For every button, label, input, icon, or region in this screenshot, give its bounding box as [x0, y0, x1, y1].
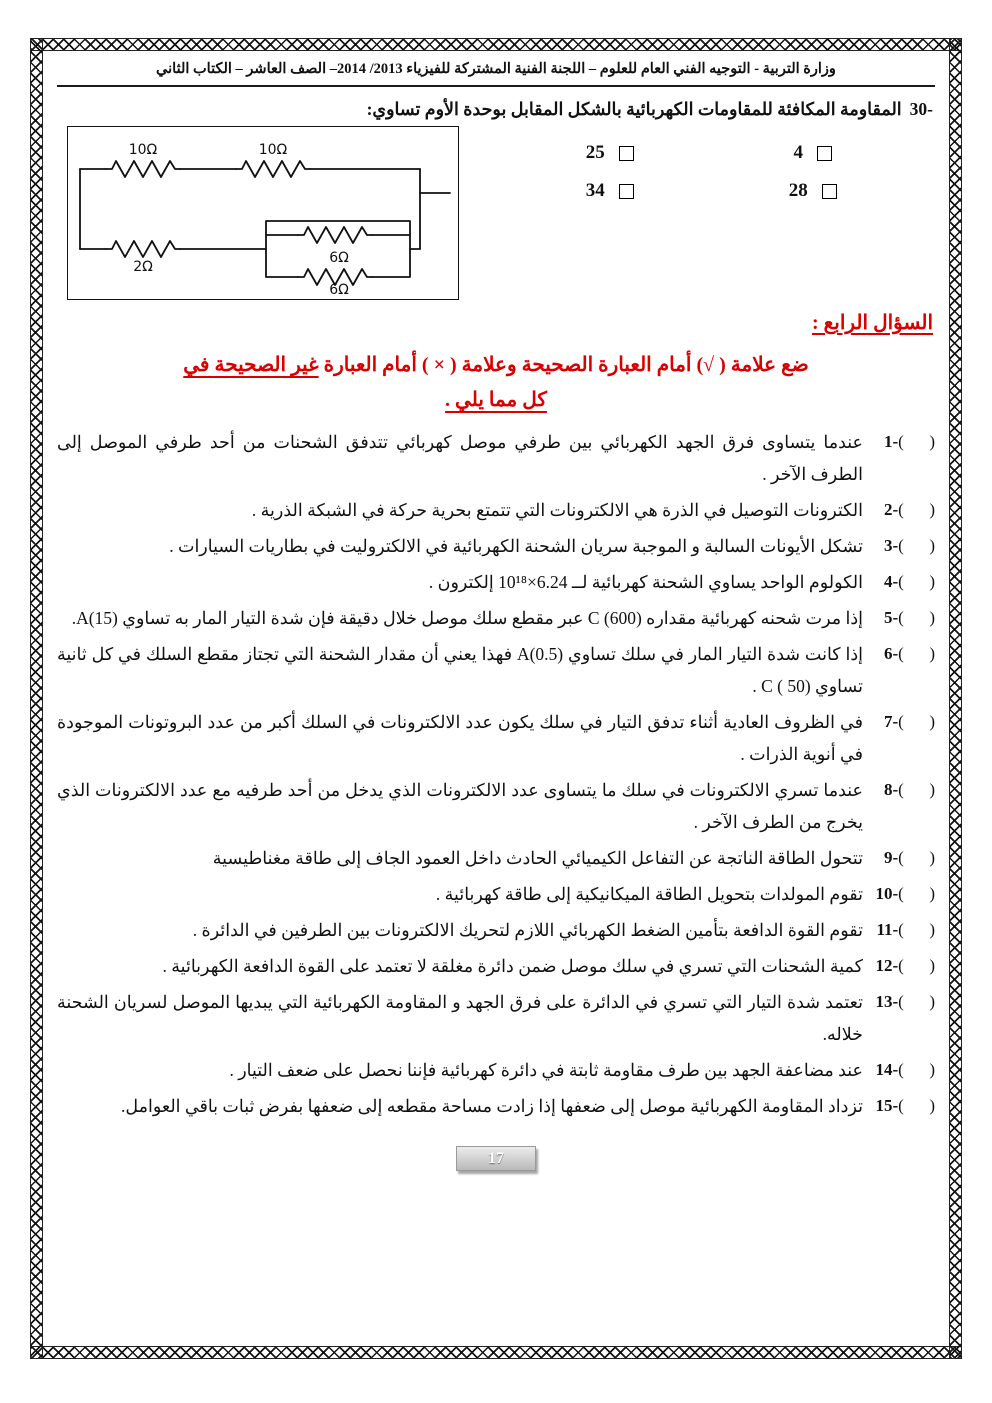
statement-item	[57, 602, 935, 634]
item-number: 9-	[884, 848, 899, 867]
question-text: المقاومة المكافئة للمقاومات الكهربائية بالشكل المقابل بوحدة الأوم تساوي:	[366, 99, 902, 119]
option-value: 28	[788, 180, 808, 201]
statement-item	[57, 914, 935, 946]
statement-text: تزداد المقاومة الكهربائية موصل إلى ضعفها إذا زادت مساحة مقطعه إلى ضعفها بفرض ثبات باقي العوامل.	[120, 1096, 863, 1116]
item-prefix	[884, 426, 935, 458]
resistor-label-top-right: 10Ω	[258, 142, 288, 158]
page-header-title: وزارة التربية - التوجيه الفني العام للعلوم – اللجنة الفنية المشتركة للفيزياء 2013/ 2014– الصف العاشر – الكتاب الثاني	[57, 53, 935, 87]
item-prefix	[884, 530, 935, 562]
statement-text: تقوم القوة الدافعة بتأمين الضغط الكهربائي اللازم لتحريك الالكترونات بين الطرفين في الدائرة .	[192, 920, 863, 940]
item-prefix	[884, 638, 935, 670]
answer-blank[interactable]: ( )	[898, 956, 935, 975]
decorative-border-left	[30, 38, 43, 1359]
answer-blank[interactable]: ( )	[898, 1060, 935, 1079]
item-number: 8-	[884, 780, 899, 799]
option-checkbox[interactable]	[619, 184, 634, 199]
statement-item	[57, 638, 935, 702]
statement-text: تقوم المولدات بتحويل الطاقة الميكانيكية إلى طاقة كهربائية .	[435, 884, 863, 904]
answer-option	[586, 180, 634, 202]
option-checkbox[interactable]	[822, 184, 837, 199]
statement-item	[57, 1054, 935, 1086]
answer-blank[interactable]: ( )	[898, 432, 935, 451]
item-prefix	[884, 706, 935, 738]
item-number: 4-	[884, 572, 899, 591]
instruction-part2-underlined: غير الصحيحة في	[183, 354, 319, 376]
statement-item	[57, 426, 935, 490]
answer-blank[interactable]: ( )	[898, 992, 935, 1011]
item-number: 13-	[875, 992, 899, 1011]
statement-text: الكولوم الواحد يساوي الشحنة كهربائية لــ 6.24×10¹⁸ إلكترون .	[428, 572, 863, 592]
answer-blank[interactable]: ( )	[898, 608, 935, 627]
decorative-border-right	[949, 38, 962, 1359]
statement-text: عند مضاعفة الجهد بين طرف مقاومة ثابتة في دائرة كهربائية فإننا نحصل على ضعف التيار .	[229, 1060, 863, 1080]
statement-text: كمية الشحنات التي تسري في سلك موصل ضمن دائرة مغلقة لا تعتمد على القوة الدافعة الكهربائية .	[162, 956, 863, 976]
statement-item	[57, 566, 935, 598]
decorative-border-bottom	[30, 1346, 962, 1359]
statement-item	[57, 706, 935, 770]
item-prefix	[876, 950, 936, 982]
question-30-figure-row	[57, 126, 935, 300]
option-value: 4	[793, 142, 803, 163]
statement-item	[57, 986, 935, 1050]
instruction-part1: ضع علامة ( √) أمام العبارة الصحيحة وعلامة ( × ) أمام العبارة	[318, 354, 809, 376]
item-number: 3-	[884, 536, 899, 555]
answer-blank[interactable]: ( )	[898, 712, 935, 731]
section-4-instruction	[57, 347, 935, 383]
answer-blank[interactable]: ( )	[898, 884, 935, 903]
item-prefix	[876, 986, 936, 1018]
item-prefix	[876, 914, 935, 946]
item-number: 5-	[884, 608, 899, 627]
item-number: 2-	[884, 500, 899, 519]
statement-text: تتحول الطاقة الناتجة عن التفاعل الكيميائي الحادث داخل العمود الجاف إلى طاقة مغناطيسية	[212, 848, 863, 868]
item-prefix	[884, 494, 935, 526]
page-number-box	[456, 1146, 536, 1171]
statement-item	[57, 1090, 935, 1122]
statement-item	[57, 494, 935, 526]
statements-list	[57, 426, 935, 1122]
answer-option	[793, 142, 832, 164]
item-prefix	[884, 566, 935, 598]
statement-text: الكترونات التوصيل في الذرة هي الالكترونات التي تتمتع بحرية حركة في الشبكة الذرية .	[251, 500, 863, 520]
resistor-label-bottom-left: 2Ω	[133, 259, 153, 275]
answer-option	[586, 142, 634, 164]
answer-blank[interactable]: ( )	[898, 536, 935, 555]
decorative-border-top	[30, 38, 962, 51]
section-4-title: السؤال الرابع :	[811, 312, 933, 334]
answer-blank[interactable]: ( )	[898, 644, 935, 663]
item-prefix	[884, 602, 935, 634]
question-number: 30-	[909, 99, 933, 119]
statement-text: تشكل الأيونات السالبة و الموجبة سريان الشحنة الكهربائية في الالكتروليت في بطاريات السيارات .	[169, 536, 863, 556]
statement-text: إذا كانت شدة التيار المار في سلك تساوي A(0.5) فهذا يعني أن مقدار الشحنة التي تجتاز مقطع السلك في كل ثانية تساوي C ( 50) .	[57, 644, 864, 696]
answer-blank[interactable]: ( )	[898, 500, 935, 519]
page-number: 17	[488, 1150, 504, 1167]
statement-item	[57, 878, 935, 910]
option-value: 25	[585, 142, 605, 163]
item-number: 15-	[875, 1096, 899, 1115]
statement-item	[57, 530, 935, 562]
item-number: 14-	[875, 1060, 899, 1079]
resistor-label-parallel-top: 6Ω	[329, 250, 349, 266]
item-number: 6-	[884, 644, 899, 663]
statement-item	[57, 950, 935, 982]
statement-text: عندما يتساوى فرق الجهد الكهربائي بين طرفي موصل كهربائي تتدفق الشحنات من أحد طرفي الموصل إلى الطرف الآخر .	[57, 432, 863, 484]
item-prefix	[884, 842, 935, 874]
statement-text: إذا مرت شحنه كهربائية مقداره C (600) عبر مقطع سلك موصل خلال دقيقة فإن شدة التيار المار به تساوي A(15).	[71, 608, 863, 628]
answer-blank[interactable]: ( )	[898, 1096, 935, 1115]
options-grid	[459, 126, 935, 202]
item-prefix	[876, 878, 936, 910]
answer-blank[interactable]: ( )	[898, 780, 935, 799]
option-checkbox[interactable]	[619, 146, 634, 161]
answer-option	[789, 180, 837, 202]
item-number: 7-	[884, 712, 899, 731]
item-number: 11-	[876, 920, 899, 939]
answer-blank[interactable]: ( )	[898, 848, 935, 867]
statement-item	[57, 842, 935, 874]
resistor-label-parallel-bottom: 6Ω	[329, 282, 349, 298]
statement-text: في الظروف العادية أثناء تدفق التيار في سلك يكون عدد الالكترونات في السلك أكبر من عدد البروتونات الموجودة في أنوية الذرات .	[57, 712, 864, 764]
item-number: 1-	[884, 432, 899, 451]
question-30-line	[57, 99, 933, 120]
section-4-instruction-line2: كل مما يلي .	[445, 389, 547, 411]
answer-blank[interactable]: ( )	[898, 572, 935, 591]
circuit-svg	[68, 127, 457, 299]
item-prefix	[876, 1090, 936, 1122]
item-number: 12-	[875, 956, 899, 975]
item-prefix	[884, 774, 935, 806]
item-prefix	[876, 1054, 936, 1086]
statement-text: تعتمد شدة التيار التي تسري في الدائرة على فرق الجهد و المقاومة الكهربائية التي يبديها الموصل لسريان الشحنة خلاله.	[57, 992, 863, 1044]
option-checkbox[interactable]	[817, 146, 832, 161]
option-value: 34	[585, 180, 605, 201]
circuit-diagram	[67, 126, 459, 300]
statement-text: عندما تسري الالكترونات في سلك ما يتساوى عدد الالكترونات الذي يدخل من أحد طرفيه مع عدد الالكترونات الذي يخرج من الطرف الآخر .	[57, 780, 863, 832]
resistor-label-top-left: 10Ω	[128, 142, 158, 158]
page-content	[45, 53, 947, 1344]
statement-item	[57, 774, 935, 838]
answer-blank[interactable]: ( )	[898, 920, 935, 939]
item-number: 10-	[875, 884, 899, 903]
